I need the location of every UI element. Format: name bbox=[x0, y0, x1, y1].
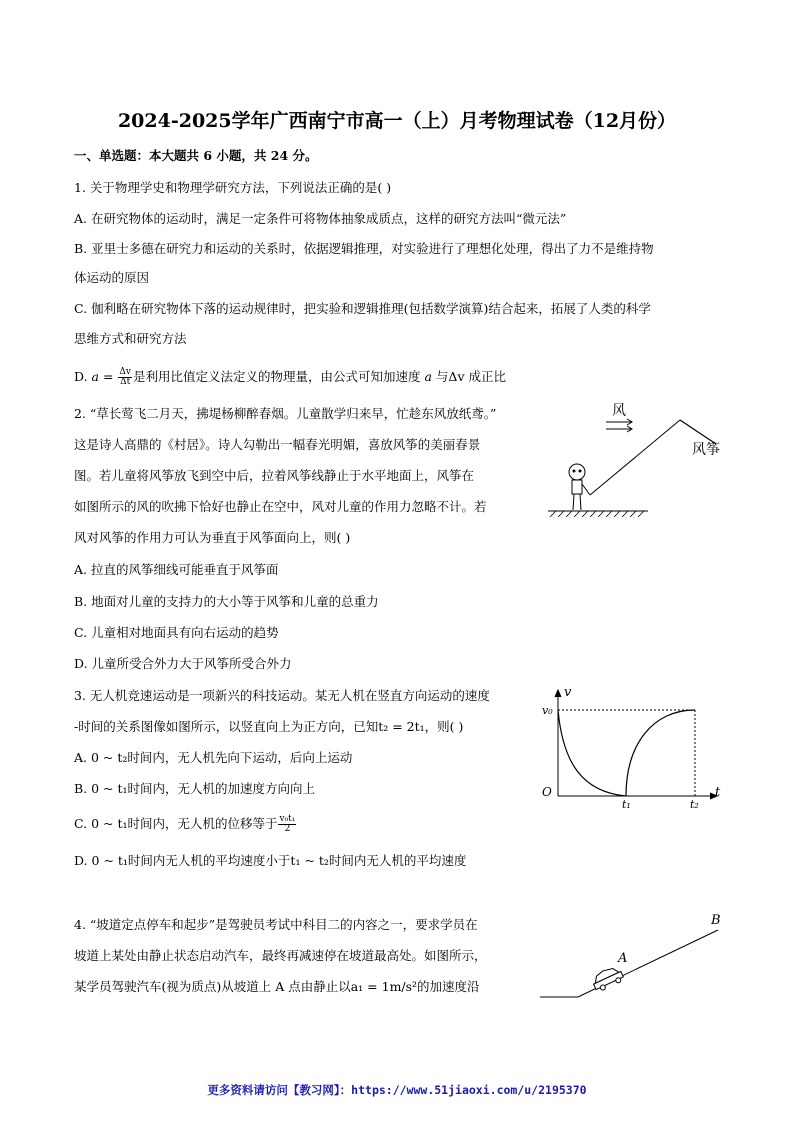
q3-option-d: D. 0 ~ t₁时间内无人机的平均速度小于t₁ ~ t₂时间内无人机的平均速度 bbox=[74, 853, 467, 868]
slope-figure bbox=[540, 906, 730, 1002]
q4-stem-line1: 4. “坡道定点停车和起步”是驾驶员考试中科目二的内容之一，要求学员在 bbox=[74, 917, 478, 932]
ground-hatch bbox=[550, 511, 644, 517]
footer-link[interactable]: 更多资料请访问【教习网】：https://www.51jiaoxi.com/u/2195370 bbox=[207, 1083, 587, 1097]
fraction: $\frac{\Delta v}{\Delta t}$ bbox=[119, 367, 131, 387]
q2-stem-line4: 如图所示的风的吹拂下恰好也静止在空中，风对儿童的作用力忽略不计。若 bbox=[74, 499, 487, 514]
kite-figure bbox=[540, 398, 740, 526]
q2-option-d: D. 儿童所受合外力大于风筝所受合外力 bbox=[74, 656, 292, 671]
q2-stem-line3: 图。若儿童将风筝放飞到空中后，拉着风筝线静止于水平地面上，风筝在 bbox=[74, 468, 475, 483]
fraction: $\frac{\text{v₀t₁}}{2}$ bbox=[279, 814, 296, 834]
q1-option-a: A. 在研究物体的运动时，满足一定条件可将物体抽象成质点，这样的研究方法叫“微元法” bbox=[74, 211, 567, 226]
wind-arrows bbox=[606, 419, 632, 432]
q1-option-b-cont: 体运动的原因 bbox=[74, 270, 150, 285]
kite-label: 风筝 bbox=[692, 442, 720, 458]
q3-stem-line2: -时间的关系图像如图所示，以竖直向上为正方向，已知t₂ = 2t₁，则( ) bbox=[74, 719, 464, 734]
velocity-time-graph bbox=[538, 684, 728, 810]
curve-ascending bbox=[626, 710, 695, 796]
q2-stem-line2: 这是诗人高鼎的《村居》。诗人勾勒出一幅春光明媚，喜放风筝的美丽春景 bbox=[74, 437, 481, 452]
v0-label: v₀ bbox=[542, 704, 553, 717]
child-figure bbox=[569, 464, 590, 510]
q1-option-c-cont: 思维方式和研究方法 bbox=[74, 331, 187, 346]
q2-option-a: A. 拉直的风筝细线可能垂直于风筝面 bbox=[74, 562, 279, 577]
kite-surface bbox=[680, 420, 716, 444]
origin-label: O bbox=[542, 785, 552, 799]
q1-option-c: C. 伽利略在研究物体下落的运动规律时，把实验和逻辑推理(包括数学演算)结合起来，拓展了人类的科学 bbox=[74, 301, 651, 316]
q1-stem: 1. 关于物理学史和物理学研究方法，下列说法正确的是( ) bbox=[74, 180, 392, 195]
q3-option-a: A. 0 ~ t₂时间内，无人机先向下运动，后向上运动 bbox=[74, 750, 353, 765]
t2-label: t₂ bbox=[690, 798, 699, 810]
q3-option-b: B. 0 ~ t₁时间内，无人机的加速度方向向上 bbox=[74, 781, 316, 796]
q3-option-c: C. 0 ~ t₁时间内，无人机的位移等于 $\frac{\text{v₀t₁}}{2}$ bbox=[74, 814, 296, 834]
page-title: 2024-2025学年广西南宁市高一（上）月考物理试卷（12月份） bbox=[117, 110, 677, 132]
axis-t-label: t bbox=[715, 785, 721, 800]
q2-stem-line5: 风对风筝的作用力可认为垂直于风筝面向上，则( ) bbox=[74, 530, 351, 545]
q1-option-d: D. a = $\frac{\Delta v}{\Delta t}$ 是利用比值定义法定义的物理量，由公式可知加速度 a 与Δv 成正比 bbox=[74, 367, 506, 387]
q4-stem-line2: 坡道上某处由静止状态启动汽车，最终再减速停在坡道最高处。如图所示， bbox=[74, 948, 487, 963]
kite-string bbox=[590, 420, 680, 495]
q2-stem-line1: 2. “草长莺飞二月天，拂堤杨柳醉春烟。儿童散学归来早，忙趁东风放纸鸢。” bbox=[74, 406, 497, 421]
q1-option-b: B. 亚里士多德在研究力和运动的关系时，依据逻辑推理，对实验进行了理想化处理，得出了力不是维持物 bbox=[74, 241, 654, 256]
axis-v-label: v bbox=[564, 685, 572, 700]
wind-label: 风 bbox=[612, 403, 626, 419]
curve-descending bbox=[558, 710, 626, 796]
car-icon bbox=[590, 964, 625, 993]
q4-stem-line3: 某学员驾驶汽车(视为质点)从坡道上 A 点由静止以a₁ = 1m/s²的加速度沿 bbox=[74, 979, 480, 994]
q2-option-b: B. 地面对儿童的支持力的大小等于风筝和儿童的总重力 bbox=[74, 594, 379, 609]
point-b-label: B bbox=[711, 913, 721, 928]
point-a-label: A bbox=[618, 951, 628, 966]
q2-option-c: C. 儿童相对地面具有向右运动的趋势 bbox=[74, 625, 279, 640]
section-heading: 一、单选题：本大题共 6 小题，共 24 分。 bbox=[74, 148, 318, 163]
t1-label: t₁ bbox=[622, 798, 631, 810]
q3-stem-line1: 3. 无人机竞速运动是一项新兴的科技运动。某无人机在竖直方向运动的速度 bbox=[74, 688, 490, 703]
